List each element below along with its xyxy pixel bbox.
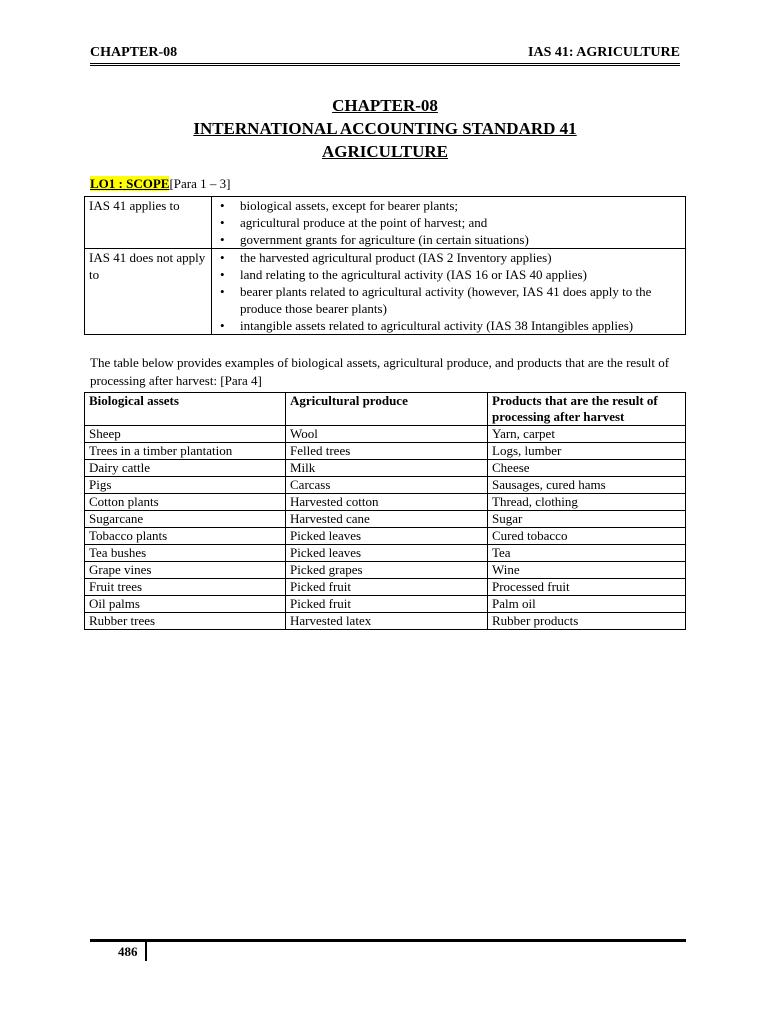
processed-product-cell: Rubber products <box>488 613 686 630</box>
biological-asset-cell: Sugarcane <box>85 511 286 528</box>
page-number: 486 <box>118 944 138 959</box>
table-row <box>85 613 686 630</box>
processed-product-cell: Tea <box>488 545 686 562</box>
biological-asset-cell: Pigs <box>85 477 286 494</box>
running-header <box>90 45 680 61</box>
agricultural-produce-cell: Harvested latex <box>286 613 488 630</box>
scope-row-items <box>212 197 686 249</box>
processed-product-cell: Cheese <box>488 460 686 477</box>
lo-heading <box>90 176 230 192</box>
processed-product-cell: Wine <box>488 562 686 579</box>
biological-asset-cell: Sheep <box>85 426 286 443</box>
agricultural-produce-cell: Milk <box>286 460 488 477</box>
scope-bullet-list <box>216 197 681 248</box>
agricultural-produce-cell: Carcass <box>286 477 488 494</box>
table-row <box>85 528 686 545</box>
biological-asset-cell: Oil palms <box>85 596 286 613</box>
table-row <box>85 494 686 511</box>
biological-asset-cell: Rubber trees <box>85 613 286 630</box>
scope-row-label: IAS 41 does not apply to <box>85 249 212 335</box>
table-row <box>85 545 686 562</box>
header-rule <box>90 63 680 66</box>
processed-product-cell: Palm oil <box>488 596 686 613</box>
table-row <box>85 443 686 460</box>
agricultural-produce-cell: Felled trees <box>286 443 488 460</box>
table-row <box>85 460 686 477</box>
scope-bullet-item: • bearer plants related to agricultural activity (however, IAS 41 does apply to the produce those bearer plants) <box>240 283 681 317</box>
scope-bullet-item: • biological assets, except for bearer plants; <box>240 197 681 214</box>
page-number-divider <box>145 941 147 961</box>
scope-bullet-list <box>216 249 681 334</box>
processed-product-cell: Thread, clothing <box>488 494 686 511</box>
scope-bullet-item: • agricultural produce at the point of harvest; and <box>240 214 681 231</box>
agricultural-produce-cell: Picked leaves <box>286 545 488 562</box>
agricultural-produce-cell: Wool <box>286 426 488 443</box>
header-chapter: CHAPTER-08 <box>90 45 178 60</box>
scope-bullet-item: • intangible assets related to agricultural activity (IAS 38 Intangibles applies) <box>240 317 681 334</box>
processed-product-cell: Processed fruit <box>488 579 686 596</box>
biological-asset-cell: Dairy cattle <box>85 460 286 477</box>
biological-asset-cell: Cotton plants <box>85 494 286 511</box>
lo-heading-reference: [Para 1 – 3] <box>169 176 231 191</box>
column-header-processed-products: Products that are the result of processing after harvest <box>488 393 686 426</box>
processed-product-cell: Cured tobacco <box>488 528 686 545</box>
scope-bullet-item: • government grants for agriculture (in certain situations) <box>240 231 681 248</box>
lo-heading-highlight: LO1 : SCOPE <box>90 176 170 191</box>
title-chapter: CHAPTER-08 <box>332 96 438 115</box>
scope-row <box>85 249 686 335</box>
table-row <box>85 579 686 596</box>
examples-header-row <box>85 393 686 426</box>
biological-asset-cell: Trees in a timber plantation <box>85 443 286 460</box>
processed-product-cell: Sugar <box>488 511 686 528</box>
scope-bullet-item: • land relating to the agricultural activity (IAS 16 or IAS 40 applies) <box>240 266 681 283</box>
header-standard: IAS 41: AGRICULTURE <box>528 45 680 60</box>
intro-paragraph: The table below provides examples of biological assets, agricultural produce, and products that are the result of processing after harvest: [Para 4] <box>90 355 670 388</box>
agricultural-produce-cell: Picked grapes <box>286 562 488 579</box>
scope-row <box>85 197 686 249</box>
table-row <box>85 511 686 528</box>
agricultural-produce-cell: Harvested cane <box>286 511 488 528</box>
scope-table <box>84 196 686 335</box>
column-header-agricultural-produce: Agricultural produce <box>286 393 488 426</box>
page-title <box>90 94 680 163</box>
agricultural-produce-cell: Harvested cotton <box>286 494 488 511</box>
scope-bullet-item: • the harvested agricultural product (IAS 2 Inventory applies) <box>240 249 681 266</box>
agricultural-produce-cell: Picked fruit <box>286 579 488 596</box>
biological-asset-cell: Tea bushes <box>85 545 286 562</box>
footer-rule <box>90 939 686 942</box>
processed-product-cell: Logs, lumber <box>488 443 686 460</box>
table-row <box>85 477 686 494</box>
examples-table <box>84 392 686 630</box>
scope-row-label: IAS 41 applies to <box>85 197 212 249</box>
processed-product-cell: Yarn, carpet <box>488 426 686 443</box>
table-row <box>85 562 686 579</box>
column-header-biological-assets: Biological assets <box>85 393 286 426</box>
scope-row-items <box>212 249 686 335</box>
table-row <box>85 426 686 443</box>
biological-asset-cell: Fruit trees <box>85 579 286 596</box>
agricultural-produce-cell: Picked leaves <box>286 528 488 545</box>
title-subject: AGRICULTURE <box>322 142 448 161</box>
title-standard: INTERNATIONAL ACCOUNTING STANDARD 41 <box>193 119 577 138</box>
agricultural-produce-cell: Picked fruit <box>286 596 488 613</box>
processed-product-cell: Sausages, cured hams <box>488 477 686 494</box>
biological-asset-cell: Grape vines <box>85 562 286 579</box>
table-row <box>85 596 686 613</box>
biological-asset-cell: Tobacco plants <box>85 528 286 545</box>
